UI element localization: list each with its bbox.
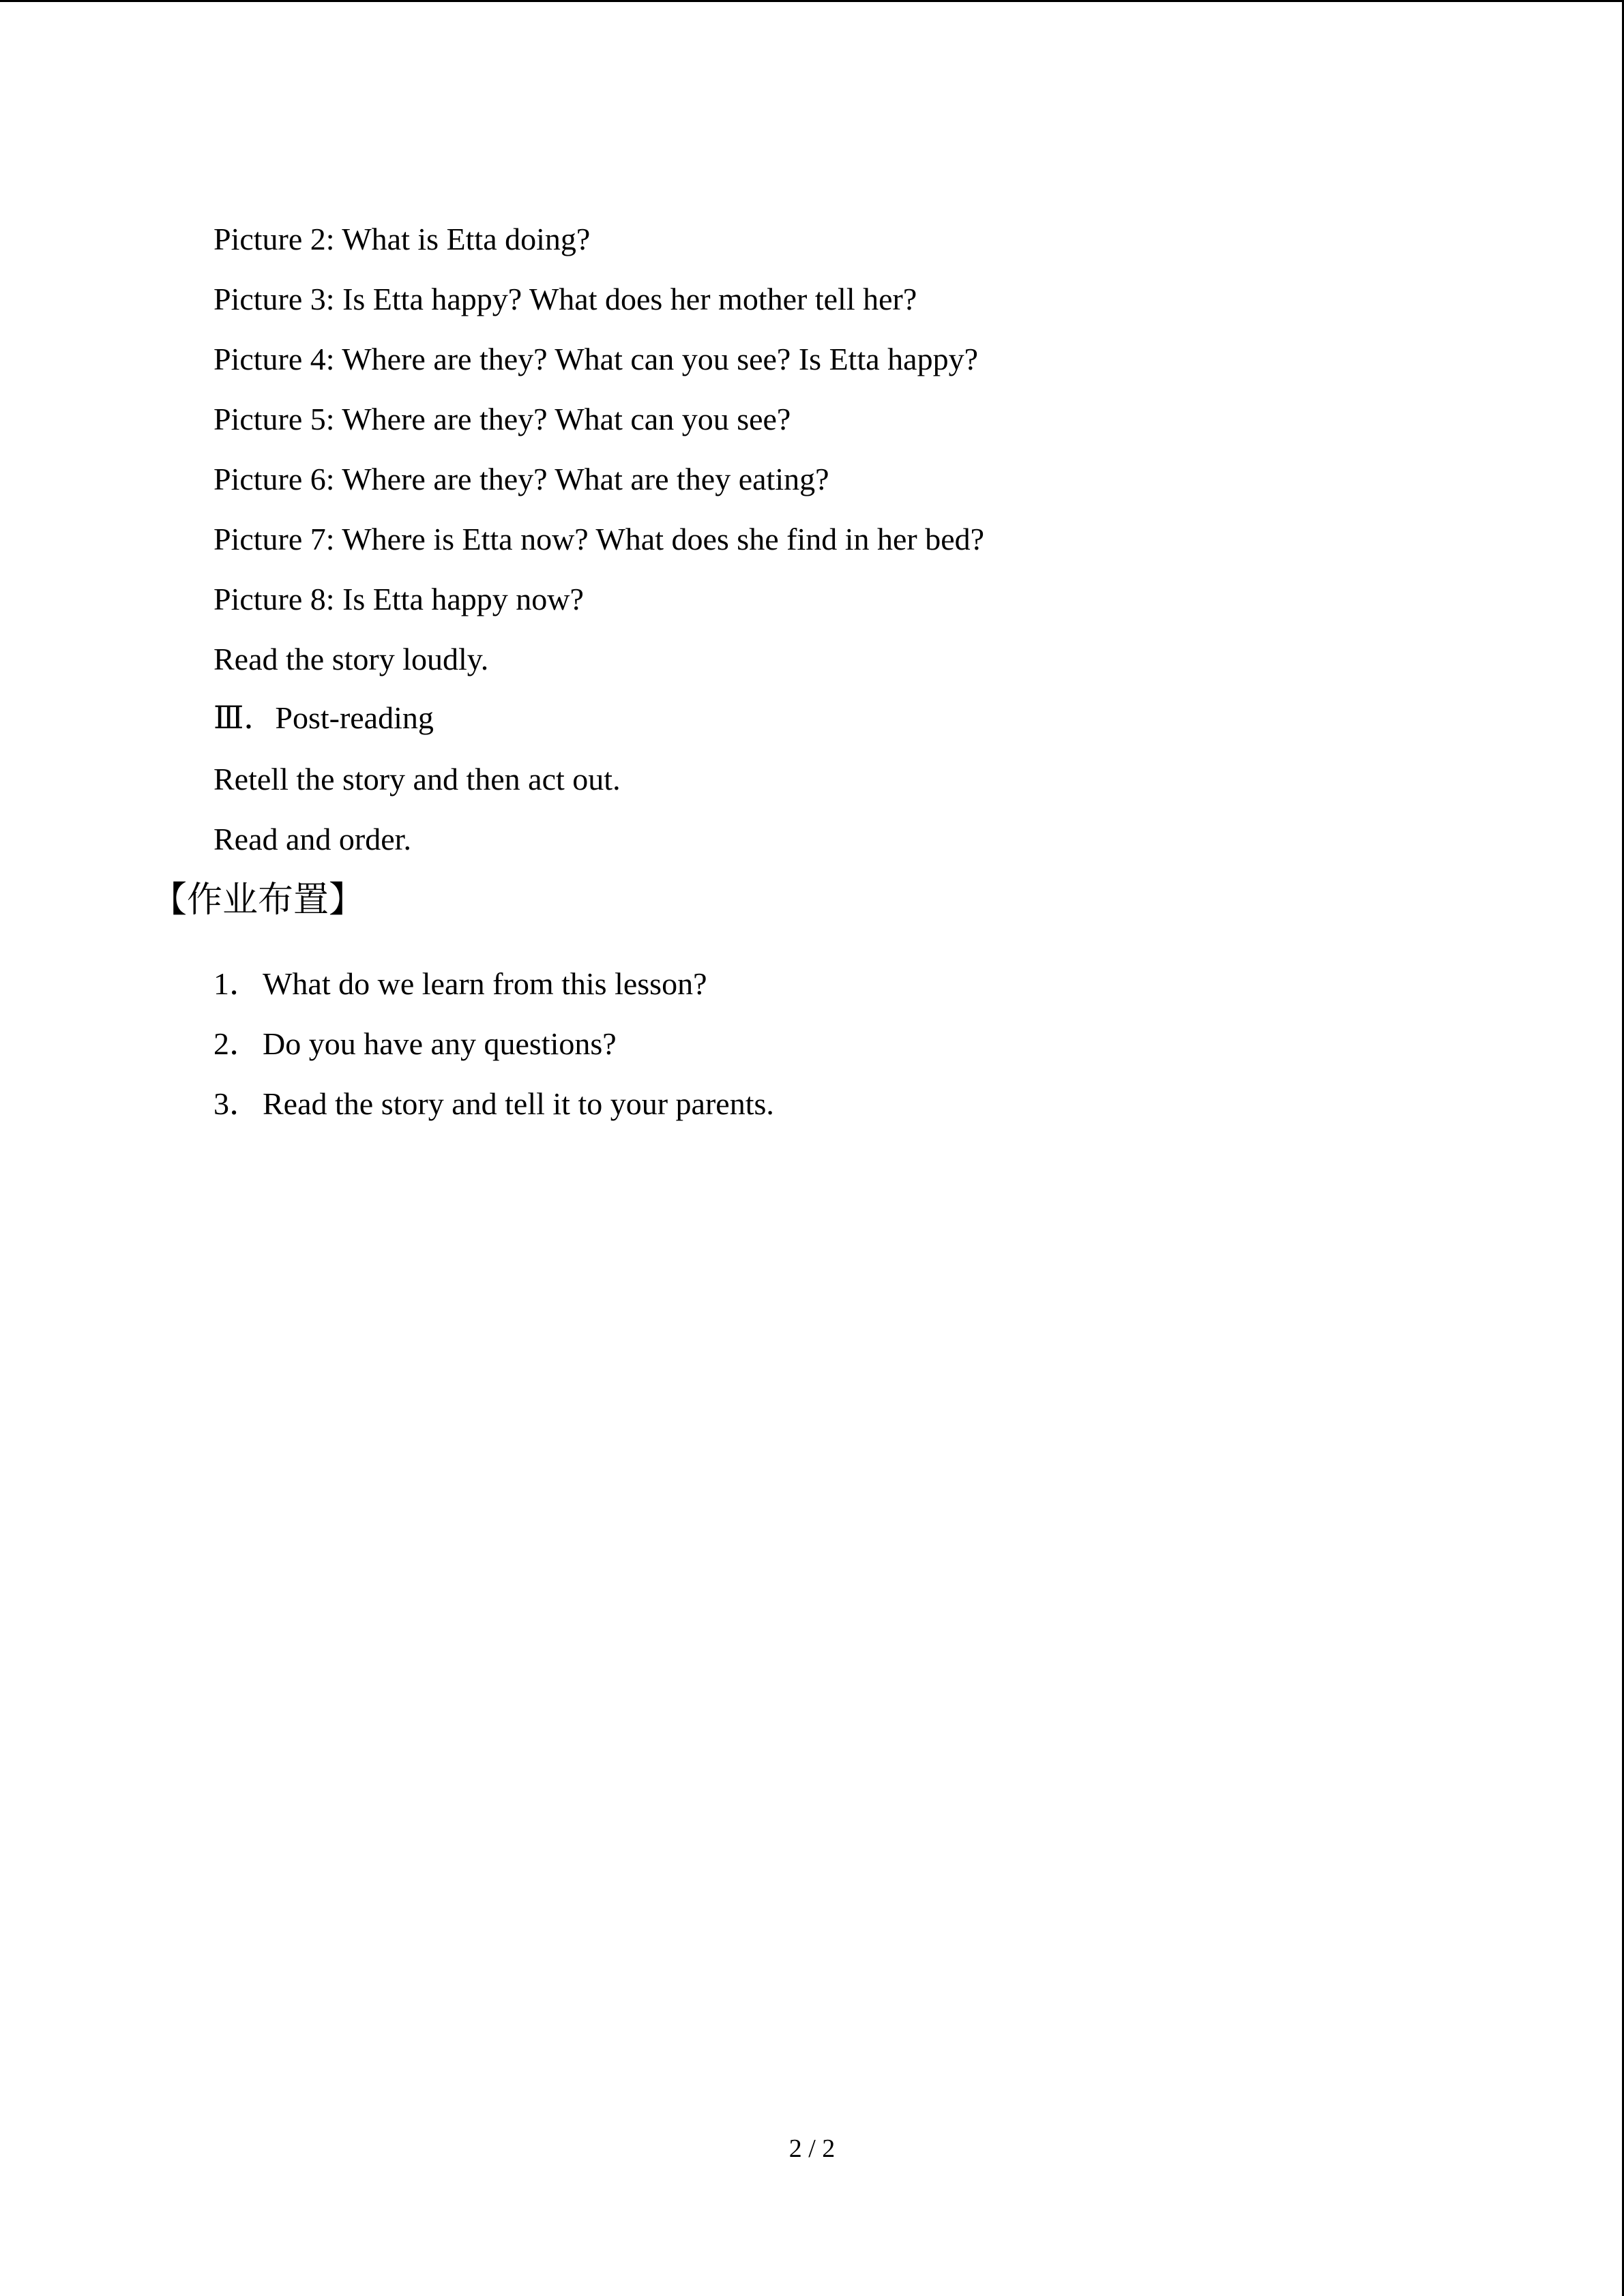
homework-item-2 <box>213 1025 617 1063</box>
picture-6-question: Picture 6: Where are they? What are they eating? <box>213 462 829 496</box>
picture-5-question: Picture 5: Where are they? What can you see? <box>213 402 791 436</box>
homework-item-text: Do you have any questions? <box>263 1026 617 1061</box>
homework-heading: 【作业布置】 <box>151 880 365 921</box>
picture-8-question: Picture 8: Is Etta happy now? <box>213 582 584 616</box>
picture-3-question: Picture 3: Is Etta happy? What does her mother tell her? <box>213 282 917 316</box>
post-reading-section-title: Ⅲ．Post-reading <box>213 700 434 735</box>
read-and-order-instruction: Read and order. <box>213 822 411 856</box>
homework-item-text: Read the story and tell it to your parents. <box>263 1086 774 1121</box>
homework-item-text: What do we learn from this lesson? <box>263 966 707 1001</box>
picture-7-question: Picture 7: Where is Etta now? What does she find in her bed? <box>213 522 985 556</box>
picture-4-question: Picture 4: Where are they? What can you see? Is Etta happy? <box>213 342 978 376</box>
retell-instruction: Retell the story and then act out. <box>213 762 621 796</box>
page-number: 2 / 2 <box>788 2134 836 2163</box>
read-story-instruction: Read the story loudly. <box>213 642 489 676</box>
homework-item-3 <box>213 1085 774 1123</box>
homework-item-1 <box>213 965 707 1003</box>
homework-item-number: 1． <box>213 966 261 1001</box>
homework-item-number: 3． <box>213 1086 261 1121</box>
picture-2-question: Picture 2: What is Etta doing? <box>213 222 591 256</box>
homework-item-number: 2． <box>213 1026 261 1061</box>
